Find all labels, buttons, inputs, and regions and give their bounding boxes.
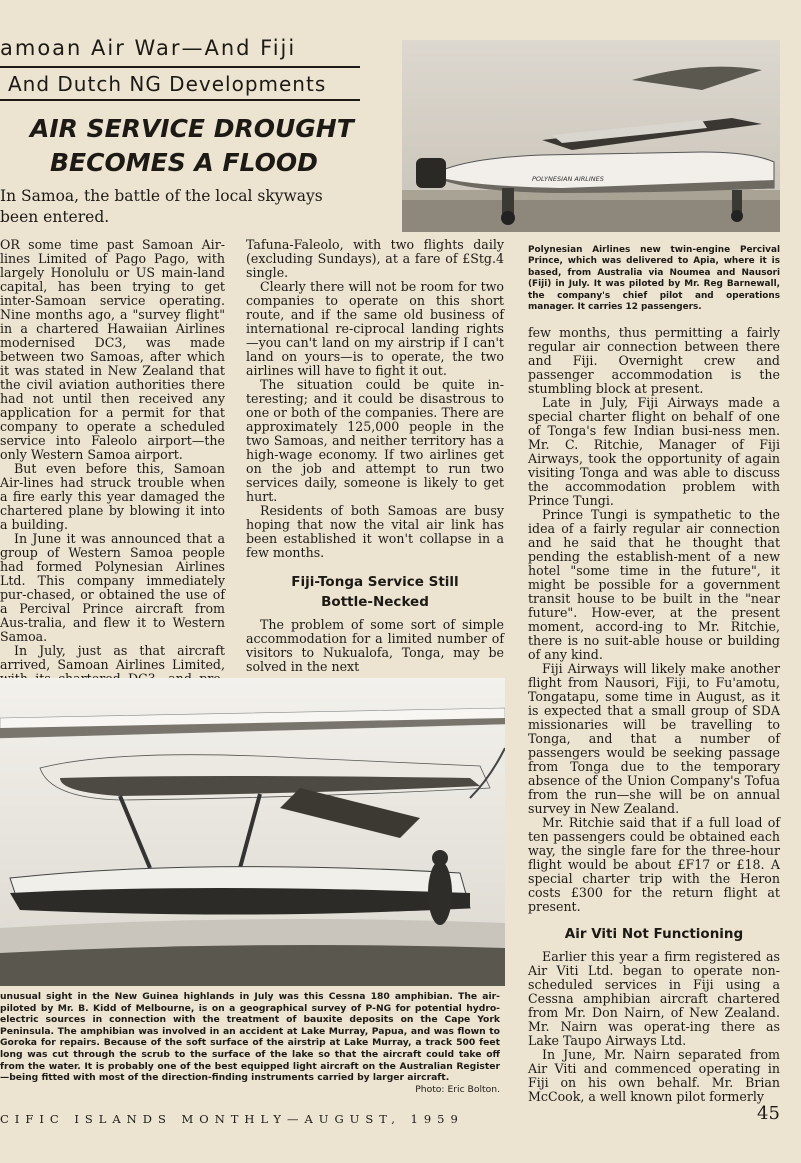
- deck-line-2: been entered.: [0, 208, 110, 226]
- paragraph: In June, Mr. Nairn separated from Air Viti and commenced operating in Fiji on his own behalf. Mr. Brian McCook, a well known pilot formerly: [528, 1047, 780, 1104]
- section-kicker-secondary: And Dutch NG Developments: [8, 72, 327, 96]
- column-3: [528, 326, 780, 1104]
- kicker-rule: [0, 66, 360, 68]
- paragraph: Earlier this year a firm registered as Air Viti Ltd. began to operate non-scheduled services in Fiji using a Cessna amphibian aircraft chartered from Mr. Don Nairn, of New Zealand. Mr. Nairn was operat-ing there as Lake Taupo Airways Ltd.: [528, 949, 780, 1048]
- paragraph: In July, just as that aircraft arrived, Samoan Airlines Limited,: [0, 643, 225, 672]
- cessna-amphibian-aircraft: [0, 678, 505, 986]
- paragraph: Residents of both Samoas are busy hoping that now the vital air link has been established it won't collapse in a few months.: [246, 503, 504, 560]
- paragraph: OR some time past Samoan Air-lines Limited of Pago Pago, with largely Honolulu or US main-land capital, has been trying to get inter-Samoan service operating. Nine months ago, a "survey flight" in a chartered Hawaiian Airlines modernised DC3, was made between two Samoas, after which it was stated in New Zealand that the civil aviation authorities there had not until then received any application for a permit for that company to operate a scheduled service into Faleolo airport—the only Western Samoa airport.: [0, 237, 225, 462]
- paragraph: But even before this, Samoan Air-lines had struck trouble when a fire early this year damaged the chartered plane by blowing it into a building.: [0, 461, 225, 532]
- plane-lettering: POLYNESIAN AIRLINES: [532, 175, 604, 183]
- paragraph: Tafuna-Faleolo, with two flights daily (excluding Sundays), at a fare of £Stg.4 single.: [246, 237, 504, 280]
- paragraph: few months, thus permitting a fairly regular air connection between there and Fiji. Overnight crew and passenger accommodation is the stumbling block at present.: [528, 325, 780, 396]
- page-number: 45: [757, 1103, 780, 1124]
- subhead-line-1: Fiji-Tonga Service Still: [291, 574, 459, 590]
- column-1: [0, 238, 225, 714]
- subhead-fiji-tonga: [246, 572, 504, 612]
- headline-line-1: AIR SERVICE DROUGHT: [30, 114, 354, 143]
- deck-line-1: In Samoa, the battle of the local skyways: [0, 187, 323, 205]
- photo-credit: Photo: Eric Bolton.: [415, 1083, 500, 1095]
- subhead-line-2: Bottle-Necked: [321, 594, 429, 610]
- paragraph: Mr. Ritchie said that if a full load of ten passengers could be obtained each way, the single fare for the three-hour flight would be about £F17 or £18. A special charter trip with the Heron costs £300 for the return flight at present.: [528, 815, 780, 914]
- headline-line-2: BECOMES A FLOOD: [50, 148, 318, 177]
- paragraph: Late in July, Fiji Airways made a special charter flight on behalf of one of Tonga's few Indian busi-ness men. Mr. C. Ritchie, Manager of Fiji Airways, took the opportunity of again visiting Tonga and was able to discuss the accommodation problem with Prince Tungi.: [528, 395, 780, 508]
- paragraph: In June it was announced that a group of Western Samoa people had formed Polynesian Airlines Ltd. This company immediately pur-chased, or obtained the use of a Percival Prince aircraft from Aus-tralia, and flew it to Western Samoa.: [0, 531, 225, 644]
- column-2: [246, 238, 504, 674]
- running-footer: CIFIC ISLANDS MONTHLY—AUGUST, 1959: [0, 1112, 464, 1126]
- subhead-air-viti: Air Viti Not Functioning: [564, 926, 744, 942]
- caption-text: unusual sight in the New Guinea highlands in July was this Cessna 180 amphibian. The air-piloted by Mr. B. Kidd of Melbourne, is on a geographical survey of P-NG for potential hydro-electric sources in connection with the treatment of bauxite deposits on the Cape York Peninsula. The amphibian was involved in an accident at Lake Murray, Papua, and was flown to Goroka for repairs. Because of the soft surface of the airstrip at Lake Murray, a track 500 feet long was cut through the scrub to the surface of the lake so that the aircraft could take off from the water. It is probably one of the best equipped light aircraft on the Australian Register—being fitted with most of the direction-finding instruments carried by larger aircraft.: [0, 991, 500, 1084]
- paragraph: Clearly there will not be room for two companies to operate on this short route, and if the same old business of international re-ciprocal landing rights—you can't land on my airstrip if I can't land on yours—is to operate, the two airlines will have to fight it out.: [246, 279, 504, 378]
- top-photo: [402, 40, 780, 232]
- paragraph: Prince Tungi is sympathetic to the idea of a fairly regular air connection and he said that he thought that pending the establish-ment of a new hotel "some time in the future", it might be possible for a government transit house to be built in the "near future". How-ever, at the present moment, accord-ing to Mr. Ritchie, there is no suit-able house or building of any kind.: [528, 507, 780, 662]
- kicker-rule-secondary: [0, 99, 360, 101]
- section-kicker: amoan Air War—And Fiji: [0, 36, 297, 60]
- paragraph: The problem of some sort of simple accommodation for a limited number of visitors to Nukualofa, Tonga, may be solved in the next: [246, 617, 504, 674]
- top-photo-caption: Polynesian Airlines new twin-engine Percival Prince, which was delivered to Apia, where it is based, from Australia via Noumea and Nausori (Fiji) in July. It was piloted by Mr. Reg Barnewall, the company's chief pilot and operations manager. It carries 12 passengers.: [528, 245, 780, 313]
- bottom-photo-caption: [0, 991, 500, 1095]
- paragraph: Fiji Airways will likely make another flight from Nausori, Fiji, to Fu'amotu, Tongatapu, some time in August, as it is expected that a small group of SDA missionaries will be travelling to Tonga, and that a number of passengers would be seeking passage from Tonga due to the temporary absence of the Union Company's Tofua from the run—she will be on annual survey in New Zealand.: [528, 661, 780, 816]
- percival-prince-aircraft: [402, 40, 780, 232]
- bottom-photo: [0, 678, 505, 986]
- paragraph: The situation could be quite in-teresting; and it could be disastrous to one or both of the companies. There are approximately 125,000 people in the two Samoas, and neither territory has a high-wage economy. If two airlines get on the job and attempt to run two services daily, someone is likely to get hurt.: [246, 377, 504, 504]
